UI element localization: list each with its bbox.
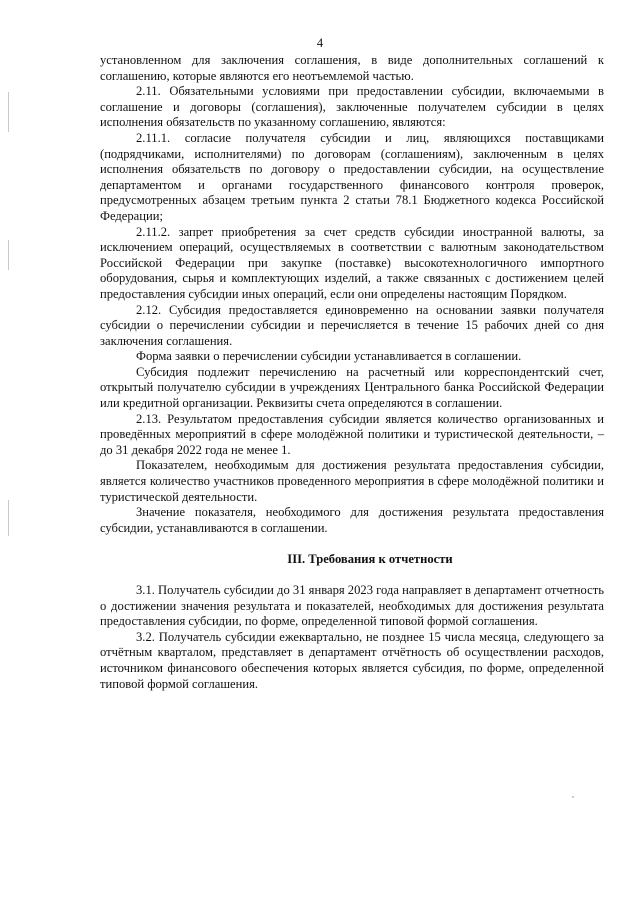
- scan-artifact-dot: [572, 796, 574, 798]
- paragraph-request-form: Форма заявки о перечислении субсидии устанавливается в соглашении.: [136, 349, 522, 364]
- paragraph-2-13: 2.13. Результатом предоставления субсидии является количество организованных и проведённых мероприятий в сфере молодёжной политики и туристической деятельности, – до 31 декабря 2022 года не менее 1.: [100, 411, 604, 457]
- page-number: 4: [316, 36, 324, 50]
- scan-artifact-line: [8, 240, 9, 270]
- paragraph-2-12: 2.12. Субсидия предоставляется единовременно на основании заявки получателя субсидии о перечислении субсидии и перечисляется в течение 15 рабочих дней со дня заключения соглашения.: [100, 302, 604, 348]
- paragraph-3-1: 3.1. Получатель субсидии до 31 января 2023 года направляет в департамент отчетность о достижении значения результата и показателей, необходимых для достижения результата предоставления субсидии, по форме, определенной типовой формой соглашения.: [100, 583, 604, 629]
- section-heading: III. Требования к отчетности: [287, 552, 453, 567]
- scan-artifact-line: [8, 92, 9, 132]
- paragraph-indicator-value: Значение показателя, необходимого для достижения результата предоставления субсидии, устанавливаются в соглашении.: [100, 505, 604, 535]
- scan-artifact-line: [8, 500, 9, 536]
- paragraph-transfer: Субсидия подлежит перечислению на расчетный или корреспондентский счет, открытый получателю субсидии в учреждениях Центрального банка Российской Федерации или кредитной организации. Реквизиты счета определяются в соглашении.: [100, 364, 604, 411]
- paragraph-2-11-2: 2.11.2. запрет приобретения за счет средств субсидии иностранной валюты, за исключением операций, осуществляемых в соответствии с валютным законодательством Российской Федерации при закупке (поставке) высокотехнологичного импортного оборудования, сырья и комплектующих изделий, а также связанных с достижением целей предоставления субсидии иных операций, если они определены настоящим Порядком.: [100, 224, 604, 301]
- paragraph-indicator: Показателем, необходимым для достижения результата предоставления субсидии, является количество участников проведенного мероприятия в сфере молодёжной политики и туристической деятельности.: [100, 458, 604, 504]
- paragraph-3-2: 3.2. Получатель субсидии ежеквартально, не позднее 15 числа месяца, следующего за отчётным кварталом, представляет в департамент отчётность об осуществлении расходов, источником финансового обеспечения которых является субсидия, по форме, определенной типовой формой соглашения.: [100, 629, 604, 691]
- paragraph-continuation: установленном для заключения соглашения, в виде дополнительных соглашений к соглашению, которые являются его неотъемлемой частью.: [100, 53, 604, 83]
- document-body: [100, 53, 604, 692]
- paragraph-2-11-1: 2.11.1. согласие получателя субсидии и лиц, являющихся поставщиками (подрядчиками, исполнителями) по договорам (соглашениям), заключенным в целях исполнения обязательств по договору о предоставлении субсидии, на осуществление департаментом и органами государственного финансового контроля проверок, предусмотренных абзацем третьим пункта 2 статьи 78.1 Бюджетного кодекса Российской Федерации;: [100, 130, 604, 223]
- paragraph-2-11: 2.11. Обязательными условиями при предоставлении субсидии, включаемыми в соглашение и договоры (соглашения), заключенные получателем субсидии в целях исполнения обязательств по указанному соглашению, являются:: [100, 84, 604, 130]
